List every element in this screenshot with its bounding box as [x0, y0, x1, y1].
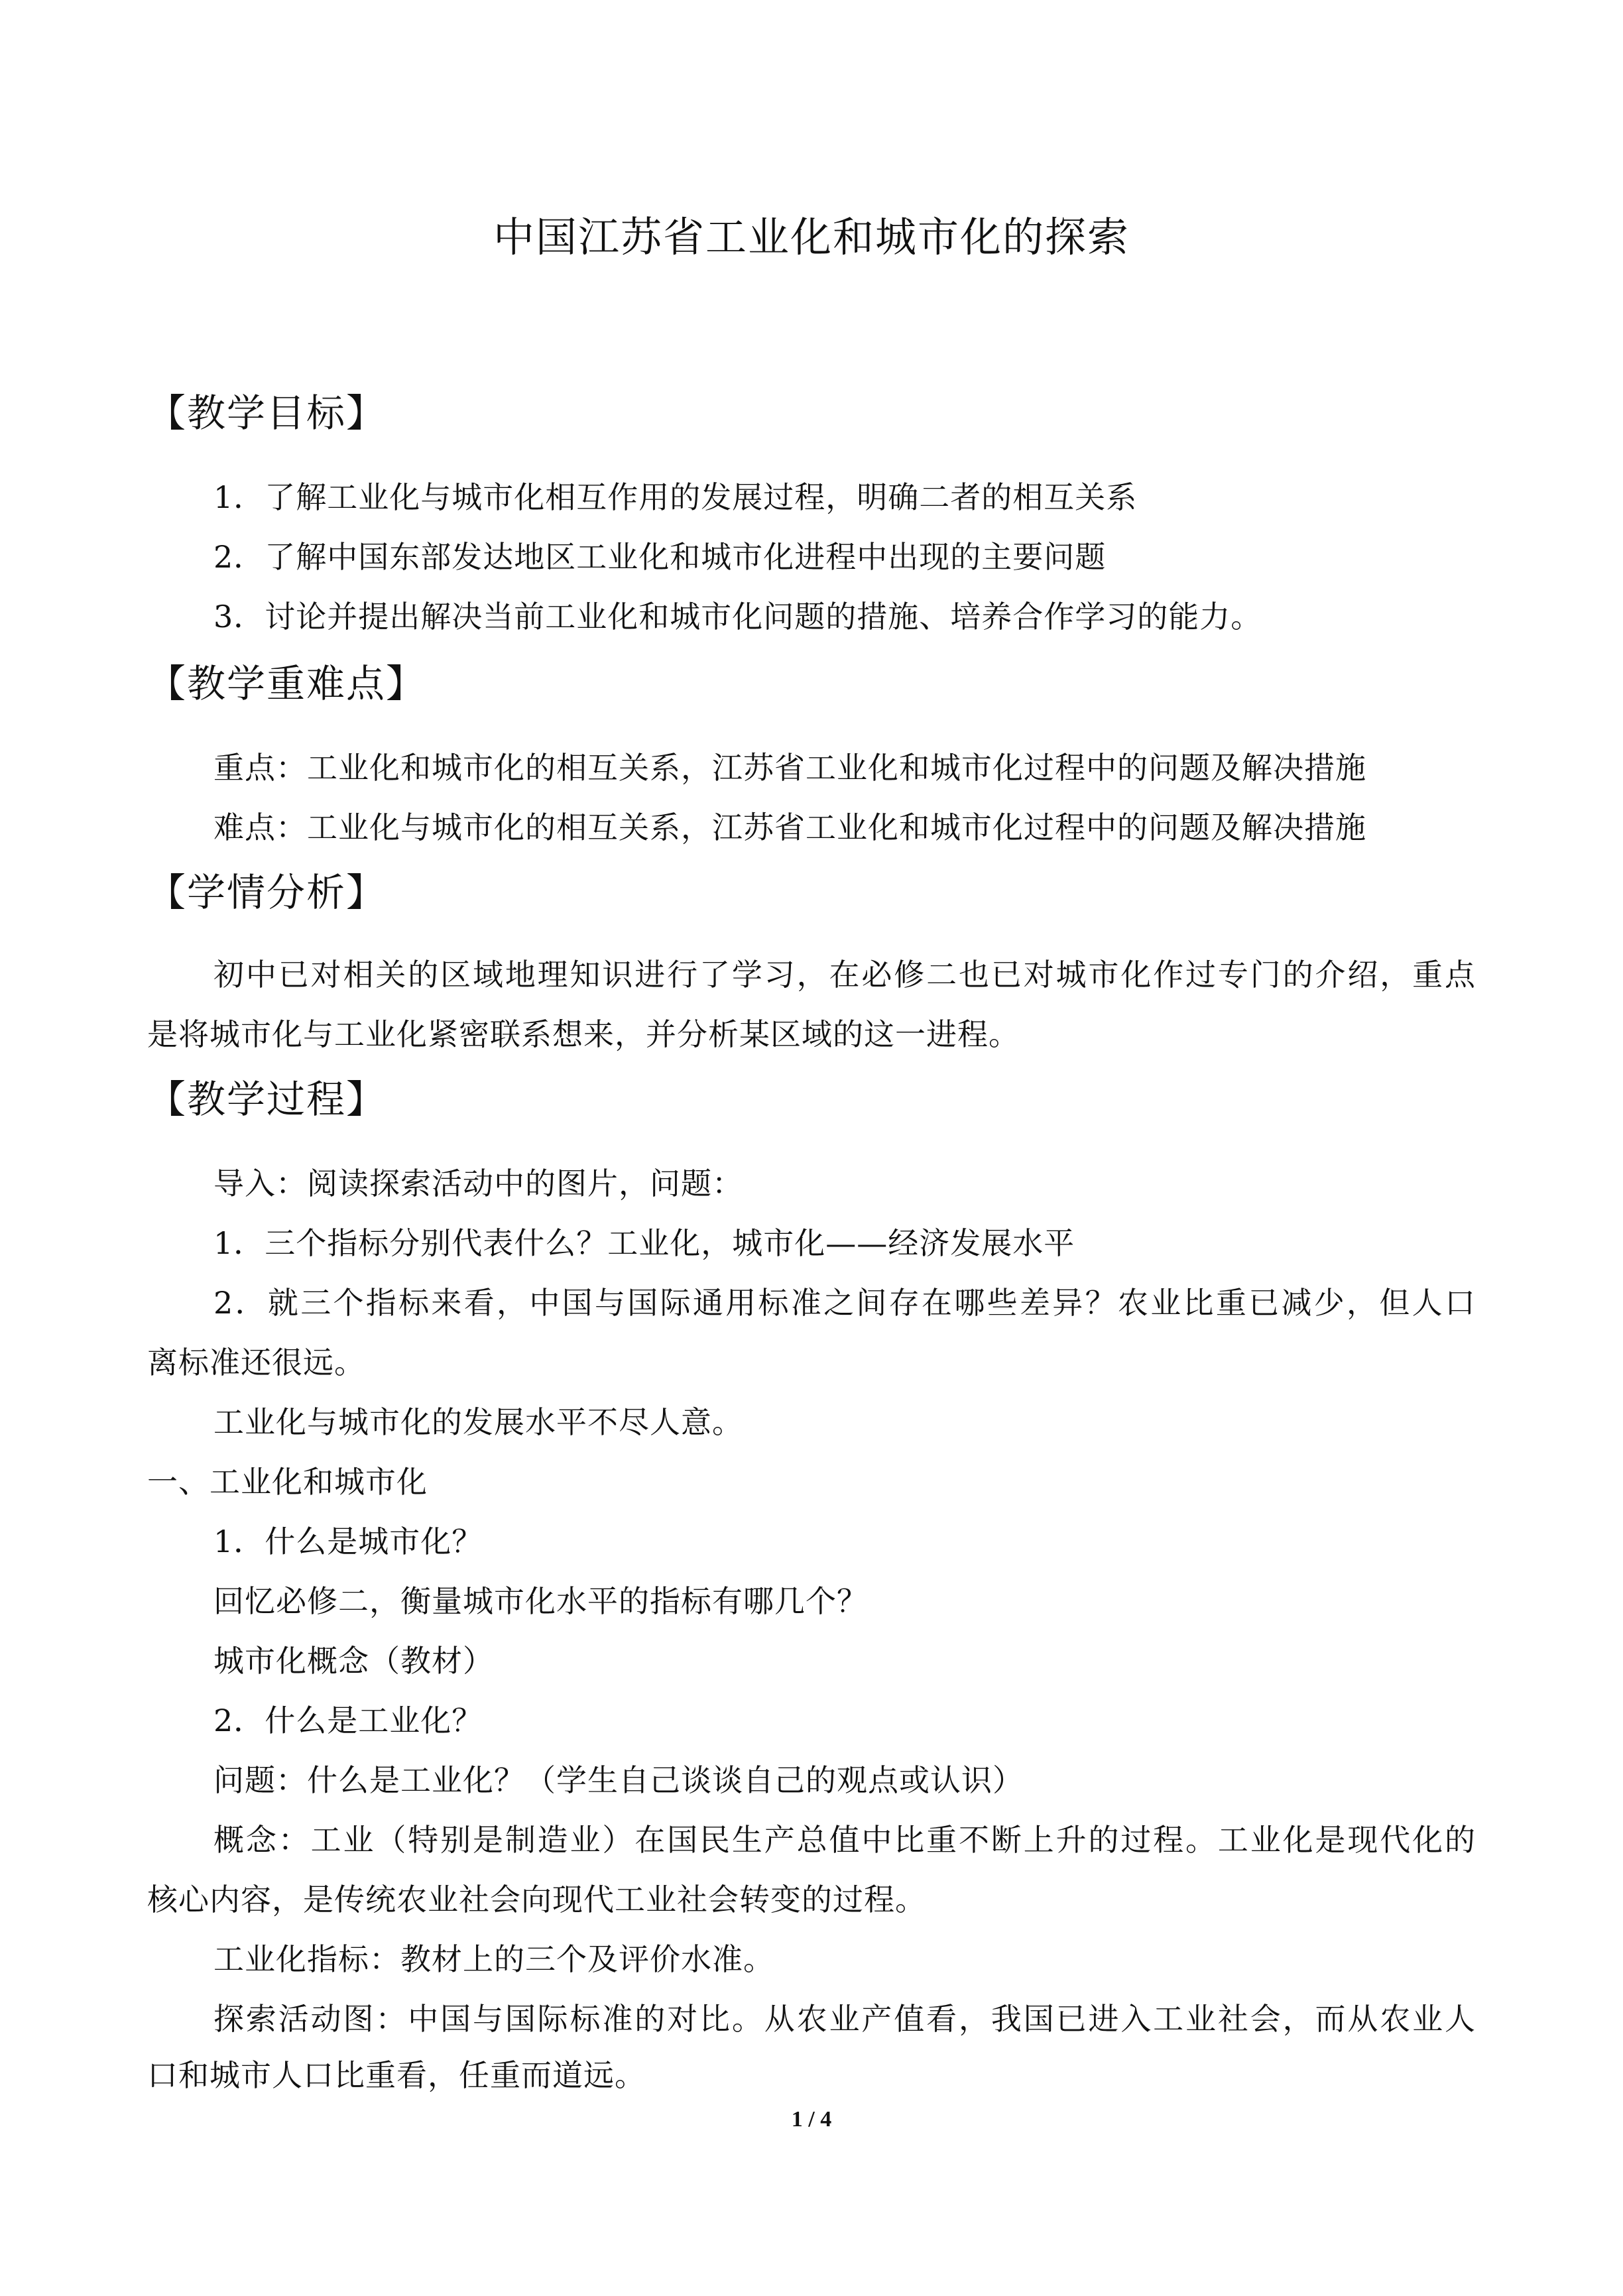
heading-process: 【教学过程】 [147, 1077, 387, 1122]
process-text: 回忆必修二，衡量城市化水平的指标有哪几个？ [213, 1583, 868, 1619]
definition-line: 核心内容，是传统农业社会向现代工业社会转变的过程。 [147, 1882, 926, 1917]
heading-objectives: 【教学目标】 [147, 391, 387, 436]
process-question: 1．什么是城市化？ [213, 1524, 483, 1559]
process-summary: 工业化与城市化的发展水平不尽人意。 [213, 1404, 743, 1440]
explore-line: 探索活动图：中国与国际标准的对比。从农业产值看，我国已进入工业社会，而从农业人 [213, 2001, 1476, 2037]
heading-key-points: 【教学重难点】 [147, 661, 426, 706]
process-text: 工业化指标：教材上的三个及评价水准。 [213, 1941, 774, 1977]
process-text: 城市化概念（教材） [213, 1643, 494, 1679]
heading-analysis: 【学情分析】 [147, 870, 387, 915]
objective-item: 3．讨论并提出解决当前工业化和城市化问题的措施、培养合作学习的能力。 [213, 599, 1262, 634]
page-number: 1 / 4 [791, 2107, 832, 2132]
focus-line: 重点：工业化和城市化的相互关系，江苏省工业化和城市化过程中的问题及解决措施 [213, 750, 1366, 786]
objective-item: 1．了解工业化与城市化相互作用的发展过程，明确二者的相互关系 [213, 479, 1138, 515]
definition-line: 概念：工业（特别是制造业）在国民生产总值中比重不断上升的过程。工业化是现代化的 [213, 1822, 1476, 1858]
part-heading: 一、工业化和城市化 [147, 1464, 428, 1500]
explore-line: 口和城市人口比重看，任重而道远。 [147, 2057, 646, 2093]
process-text: 问题：什么是工业化？（学生自己谈谈自己的观点或认识） [213, 1762, 1024, 1798]
analysis-line: 初中已对相关的区域地理知识进行了学习，在必修二也已对城市化作过专门的介绍，重点 [213, 957, 1476, 993]
process-question: 1．三个指标分别代表什么？工业化，城市化——经济发展水平 [213, 1225, 1075, 1261]
analysis-line: 是将城市化与工业化紧密联系想来，并分析某区域的这一进程。 [147, 1016, 1020, 1052]
process-question-cont: 离标准还很远。 [147, 1345, 365, 1380]
document-title: 中国江苏省工业化和城市化的探索 [493, 213, 1130, 261]
difficulty-line: 难点：工业化与城市化的相互关系，江苏省工业化和城市化过程中的问题及解决措施 [213, 810, 1366, 845]
objective-item: 2．了解中国东部发达地区工业化和城市化进程中出现的主要问题 [213, 539, 1107, 575]
process-question: 2．就三个指标来看，中国与国际通用标准之间存在哪些差异？农业比重已减少，但人口 [213, 1285, 1476, 1321]
process-question: 2．什么是工业化？ [213, 1703, 483, 1738]
process-intro: 导入：阅读探索活动中的图片，问题： [213, 1166, 743, 1201]
